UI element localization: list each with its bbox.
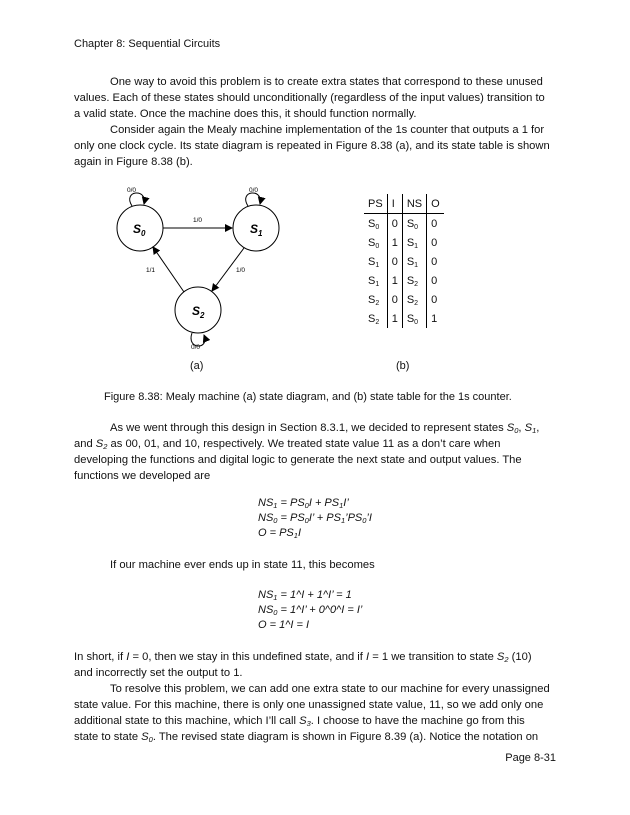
page-number: Page 8-31 xyxy=(505,752,556,764)
equations-state-11 xyxy=(258,588,362,633)
state-s1-label: $S_1$ xyxy=(250,222,263,238)
figure-label-b: (b) xyxy=(396,360,410,372)
cell-i: 1 xyxy=(387,271,402,290)
design-paragraph xyxy=(74,420,558,484)
cell-o: 0 xyxy=(427,290,444,309)
edge-label-s2-s0: 1/1 xyxy=(146,267,156,274)
text-line: To resolve this problem, we can add one extra state to our machine for every unassigned xyxy=(110,683,550,695)
state-s0-label: $S_0$ xyxy=(133,222,146,238)
header-ns: NS xyxy=(402,194,426,214)
cell-i: 0 xyxy=(387,214,402,234)
cell-i: 1 xyxy=(387,309,402,328)
equation-ns0: $NS_0$ = 1^I’ + 0^0^I = I’ xyxy=(258,604,363,617)
table-row xyxy=(364,290,444,309)
transition-sentence: If our machine ever ends up in state 11, this becomes xyxy=(110,559,375,571)
cell-ns: $S_1$ xyxy=(402,252,426,271)
header-ps: PS xyxy=(364,194,387,214)
self-loop-s1 xyxy=(246,193,261,206)
resolution-paragraph xyxy=(74,649,558,745)
equation-output: O = 1^I = I xyxy=(258,619,310,631)
cell-ps: $S_0$ xyxy=(368,236,380,250)
text-line: state to state $S_0$. The revised state diagram is shown in Figure 8.39 (a). Notice the notation on xyxy=(74,731,539,744)
loop-label-s2: 0/0 xyxy=(191,344,201,351)
intro-paragraph xyxy=(74,74,558,170)
equation-output: $O = PS_1I$ xyxy=(258,527,302,540)
cell-ps: $S_2$ xyxy=(368,293,380,307)
cell-i: 1 xyxy=(387,233,402,252)
text-line: In short, if I = 0, then we stay in this undefined state, and if I = 1 we transition to state $S_2$ (10) xyxy=(74,651,532,664)
text-line: a valid state. Once the machine does this, it should function normally. xyxy=(74,108,417,120)
equation-ns0: $NS_0 = PS_0I$’ + $PS_1’PS_0’I$ xyxy=(258,512,372,525)
cell-ps: $S_1$ xyxy=(368,274,380,288)
cell-o: 0 xyxy=(427,252,444,271)
header-i: I xyxy=(387,194,402,214)
state-s2-label: $S_2$ xyxy=(192,304,205,320)
text-line: values. Each of these states should unconditionally (regardless of the input values) transition to xyxy=(74,92,545,104)
loop-label-s1: 0/0 xyxy=(249,187,259,194)
table-row xyxy=(364,233,444,252)
state-table xyxy=(364,194,444,328)
cell-ns: $S_0$ xyxy=(402,309,426,328)
text-line: Consider again the Mealy machine implementation of the 1s counter that outputs a 1 for xyxy=(110,124,545,136)
table-row xyxy=(364,271,444,290)
text-line: additional state to this machine, which I’ll call $S_3$. I choose to have the machine go from this xyxy=(74,715,525,728)
cell-o: 0 xyxy=(427,214,444,234)
text-line: and $S_2$ as 00, 01, and 10, respectively. We treated state value 11 as a don’t care when xyxy=(74,438,501,451)
table-row xyxy=(364,309,444,328)
text-line: only one clock cycle. Its state diagram is repeated in Figure 8.38 (a), and its state table is shown xyxy=(74,140,550,152)
cell-i: 0 xyxy=(387,290,402,309)
table-row xyxy=(364,252,444,271)
figure-caption: Figure 8.38: Mealy machine (a) state diagram, and (b) state table for the 1s counter. xyxy=(104,391,512,403)
cell-ps: $S_2$ xyxy=(368,312,380,326)
cell-o: 0 xyxy=(427,233,444,252)
page-header: Chapter 8: Sequential Circuits xyxy=(74,38,221,50)
text-line: developing the functions and digital logic to generate the next state and output values. The xyxy=(74,454,522,466)
equation-ns1: $NS_1 = PS_0I + PS_1I$’ xyxy=(258,497,349,510)
state-diagram xyxy=(96,182,306,357)
text-line: again in Figure 8.38 (b). xyxy=(74,156,193,168)
loop-label-s0: 0/0 xyxy=(127,187,137,194)
figure-label-a: (a) xyxy=(190,360,204,372)
cell-ns: $S_0$ xyxy=(402,214,426,234)
text-line: One way to avoid this problem is to create extra states that correspond to these unused xyxy=(110,76,543,88)
text-line: state value. For this machine, there is only one unassigned state value, 11, so we add only one xyxy=(74,699,544,711)
table-header-row xyxy=(364,194,444,214)
edge-label-s1-s2: 1/0 xyxy=(236,267,246,274)
cell-ns: $S_2$ xyxy=(402,271,426,290)
cell-o: 0 xyxy=(427,271,444,290)
cell-ns: $S_2$ xyxy=(402,290,426,309)
cell-o: 1 xyxy=(427,309,444,328)
self-loop-s0 xyxy=(130,193,145,206)
cell-ps: $S_1$ xyxy=(368,255,380,269)
text-line: and incorrectly set the output to 1. xyxy=(74,667,243,679)
table-row xyxy=(364,214,444,234)
header-o: O xyxy=(427,194,444,214)
text-line: As we went through this design in Section 8.3.1, we decided to represent states $S_0$, $S_1$, xyxy=(110,422,540,435)
equations-original xyxy=(258,496,372,541)
cell-i: 0 xyxy=(387,252,402,271)
text-line: functions we developed are xyxy=(74,470,211,482)
equation-ns1: $NS_1$ = 1^I + 1^I’ = 1 xyxy=(258,589,352,602)
edge-label-s0-s1: 1/0 xyxy=(193,217,203,224)
edge-s2-to-s0 xyxy=(153,247,184,292)
cell-ns: $S_1$ xyxy=(402,233,426,252)
state-table-container xyxy=(364,194,444,328)
cell-ps: $S_0$ xyxy=(368,217,380,231)
